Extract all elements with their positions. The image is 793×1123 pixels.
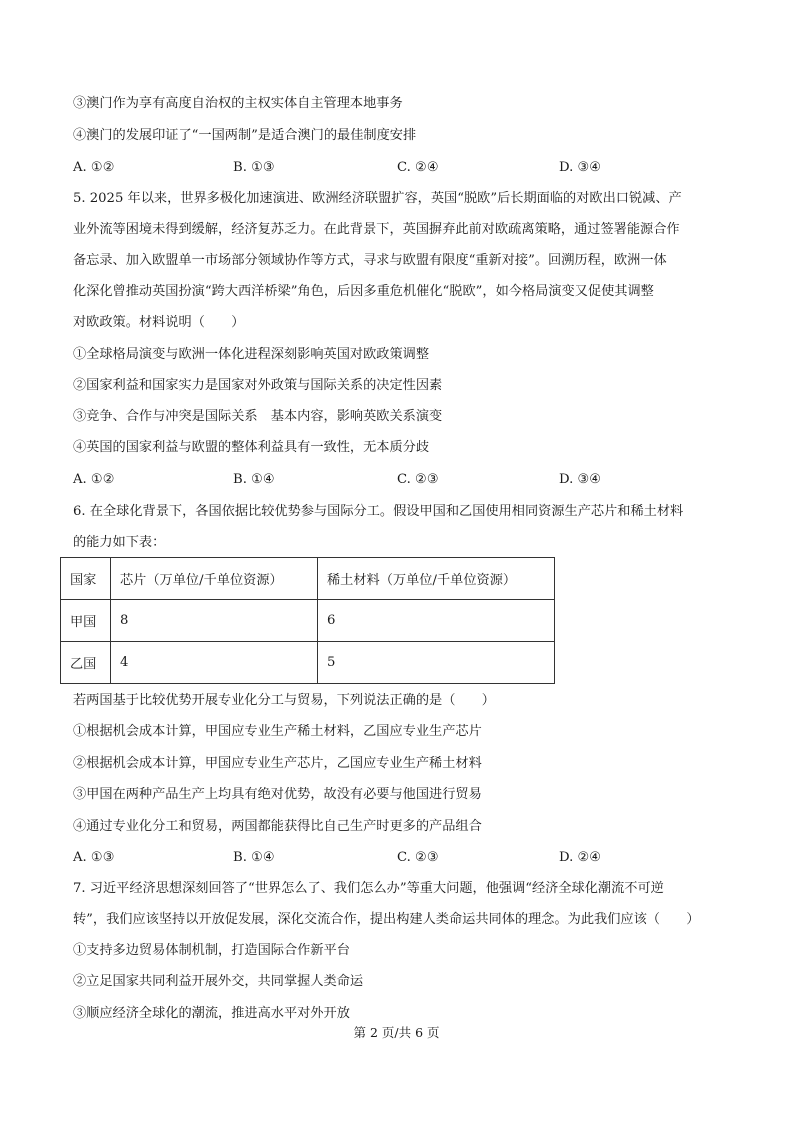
q7-item-1: ①支持多边贸易体制机制，打造国际合作新平台: [73, 943, 350, 958]
q6-option-d[interactable]: D. ②④: [559, 850, 602, 865]
q4-options: [73, 159, 753, 177]
q5-item-2: ②国家利益和国家实力是国家对外政策与国际关系的决定性因素: [73, 378, 443, 393]
q5-stem-line-3: 备忘录、加入欧盟单一市场部分领域协作等方式，寻求与欧盟有限度“重新对接”。回溯历程，欧洲一体: [73, 253, 667, 268]
table-cell: 6: [318, 600, 555, 642]
q4-option-b[interactable]: B. ①③: [233, 160, 275, 175]
table-row: [61, 600, 555, 642]
q6-question: 若两国基于比较优势开展专业化分工与贸易，下列说法正确的是（ ）: [73, 693, 495, 708]
q5-option-d[interactable]: D. ③④: [559, 472, 602, 487]
q5-item-3: ③竞争、合作与冲突是国际关系 基本内容，影响英欧关系演变: [73, 409, 443, 424]
q4-option-c[interactable]: C. ②④: [397, 160, 439, 175]
q5-stem-line-4: 化深化曾推动英国扮演“跨大西洋桥梁”角色，后因多重危机催化“脱欧”，如今格局演变又促使其调整: [73, 284, 654, 299]
q6-options: [73, 849, 753, 867]
q7-stem-line-2: 转”，我们应该坚持以开放促发展，深化交流合作，提出构建人类命运共同体的理念。为此我们应该（ ）: [73, 912, 700, 927]
table-cell: 甲国: [61, 600, 111, 642]
q5-item-4: ④英国的国家利益与欧盟的整体利益具有一致性，无本质分歧: [73, 440, 430, 455]
q5-option-c[interactable]: C. ②③: [397, 472, 439, 487]
q4-option-d[interactable]: D. ③④: [559, 160, 602, 175]
table-header-cell: 稀土材料（万单位/千单位资源）: [318, 558, 555, 600]
q6-item-1: ①根据机会成本计算，甲国应专业生产稀土材料，乙国应专业生产芯片: [73, 724, 482, 739]
q5-item-1: ①全球格局演变与欧洲一体化进程深刻影响英国对欧政策调整: [73, 347, 430, 362]
table-row: [61, 642, 555, 684]
q6-option-c[interactable]: C. ②③: [397, 850, 439, 865]
table-cell: 5: [318, 642, 555, 684]
table-header-cell: 国家: [61, 558, 111, 600]
q7-stem-line-1: 7. 习近平经济思想深刻回答了“世界怎么了、我们怎么办”等重大问题，他强调“经济全球化潮流不可逆: [73, 881, 664, 896]
q6-item-4: ④通过专业化分工和贸易，两国都能获得比自己生产时更多的产品组合: [73, 819, 482, 834]
q5-options: [73, 471, 753, 489]
q4-option-a[interactable]: A. ①②: [73, 160, 115, 175]
q5-stem-line-2: 业外流等困境未得到缓解，经济复苏乏力。在此背景下，英国摒弃此前对欧疏离策略，通过签署能源合作: [73, 222, 680, 237]
q5-option-a[interactable]: A. ①②: [73, 472, 115, 487]
table-cell: 8: [111, 600, 318, 642]
q6-option-a[interactable]: A. ①③: [73, 850, 115, 865]
q5-option-b[interactable]: B. ①④: [233, 472, 275, 487]
q6-option-b[interactable]: B. ①④: [233, 850, 275, 865]
q5-stem-line-1: 5. 2025 年以来，世界多极化加速演进、欧洲经济联盟扩容，英国“脱欧”后长期面临的对欧出口锐减、产: [73, 191, 682, 206]
q7-item-2: ②立足国家共同利益开展外交，共同掌握人类命运: [73, 974, 364, 989]
table-header-cell: 芯片（万单位/千单位资源）: [111, 558, 318, 600]
q6-item-3: ③甲国在两种产品生产上均具有绝对优势，故没有必要与他国进行贸易: [73, 787, 482, 802]
q6-item-2: ②根据机会成本计算，甲国应专业生产芯片，乙国应专业生产稀土材料: [73, 756, 482, 771]
q6-stem-line-1: 6. 在全球化背景下，各国依据比较优势参与国际分工。假设甲国和乙国使用相同资源生产芯片和稀土材料: [73, 504, 684, 519]
table-cell: 4: [111, 642, 318, 684]
q4-item-4: ④澳门的发展印证了“一国两制”是适合澳门的最佳制度安排: [73, 128, 417, 143]
table-header-row: [61, 558, 555, 600]
capacity-table: [60, 557, 555, 684]
q7-item-3: ③顺应经济全球化的潮流，推进高水平对外开放: [73, 1006, 350, 1021]
q4-item-3: ③澳门作为享有高度自治权的主权实体自主管理本地事务: [73, 96, 403, 111]
table-cell: 乙国: [61, 642, 111, 684]
page-footer: 第 2 页/共 6 页: [353, 1025, 440, 1040]
q6-stem-line-2: 的能力如下表：: [73, 535, 166, 550]
q5-stem-line-5: 对欧政策。材料说明（ ）: [73, 315, 245, 330]
